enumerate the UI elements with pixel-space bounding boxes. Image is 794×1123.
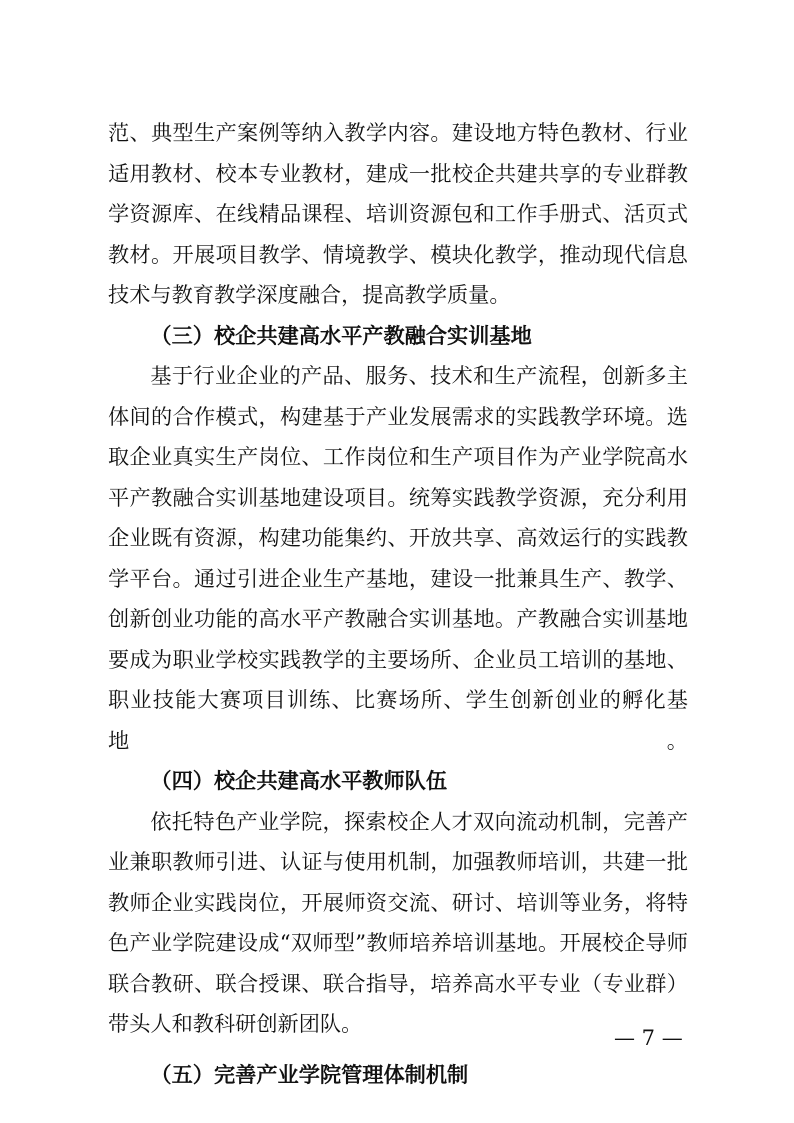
text-line: 色产业学院建设成“双师型”教师培养培训基地。开展校企导师: [108, 930, 688, 955]
paragraph-spacer: [108, 1045, 688, 1055]
text-line: 业兼职教师引进、认证与使用机制，加强教师培训，共建一批: [108, 849, 688, 874]
page-number: — 7 —: [614, 1026, 683, 1050]
text-line: 技术与教育教学深度融合，提高教学质量。: [108, 282, 511, 307]
text-line: 企业既有资源，构建功能集约、开放共享、高效运行的实践教: [108, 525, 688, 550]
text-line: 带头人和教科研创新团队。: [108, 1011, 363, 1036]
text-line: 职业技能大赛项目训练、比赛场所、学生创新创业的孵化基地。: [108, 687, 688, 753]
text-line: 联合教研、联合授课、联合指导，培养高水平专业（专业群）: [108, 970, 688, 996]
text-line: 基于行业企业的产品、服务、技术和生产流程，创新多主: [150, 363, 688, 388]
text-line: 适用教材、校本专业教材，建成一批校企共建共享的专业群教: [108, 160, 688, 186]
text-line: 学平台。通过引进企业生产基地，建设一批兼具生产、教学、: [108, 565, 688, 591]
text-line: 依托特色产业学院，探索校企人才双向流动机制，完善产: [150, 808, 688, 834]
section-heading-5: （五）完善产业学院管理体制机制: [150, 1061, 469, 1087]
text-line: 教材。开展项目教学、情境教学、模块化教学，推动现代信息: [108, 241, 688, 267]
text-line: 平产教融合实训基地建设项目。统筹实践教学资源，充分利用: [108, 484, 688, 510]
section-heading-4: （四）校企共建高水平教师队伍: [150, 768, 448, 793]
section-heading-3: （三）校企共建高水平产教融合实训基地: [150, 322, 532, 348]
text-line: 教师企业实践岗位，开展师资交流、研讨、培训等业务，将特: [108, 889, 688, 915]
text-line: 取企业真实生产岗位、工作岗位和生产项目作为产业学院高水: [108, 444, 688, 469]
text-line: 体间的合作模式，构建基于产业发展需求的实践教学环境。选: [108, 403, 688, 429]
body-text: [108, 113, 688, 1095]
text-line: 创新创业功能的高水平产教融合实训基地。产教融合实训基地: [108, 606, 688, 631]
text-line: 学资源库、在线精品课程、培训资源包和工作手册式、活页式: [108, 201, 688, 226]
text-line: 范、典型生产案例等纳入教学内容。建设地方特色教材、行业: [108, 120, 688, 145]
text-line: 要成为职业学校实践教学的主要场所、企业员工培训的基地、: [108, 646, 688, 672]
